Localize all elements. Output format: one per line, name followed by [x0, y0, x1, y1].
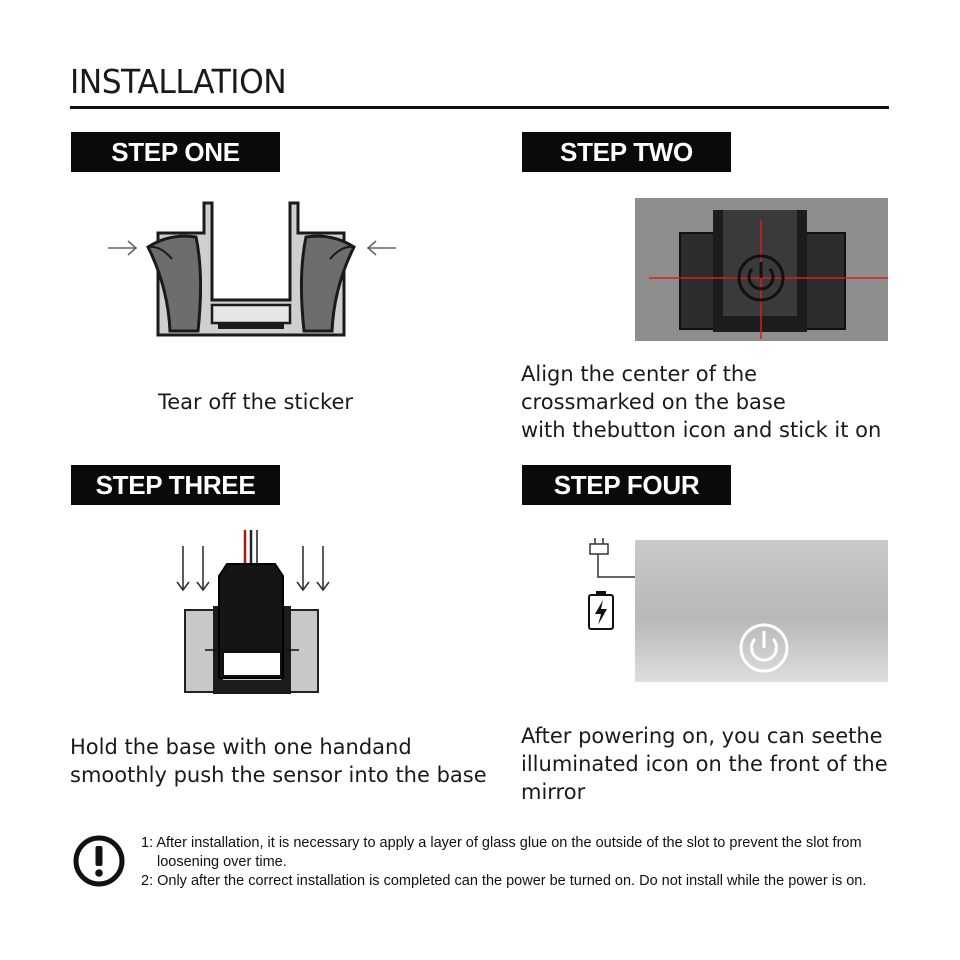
step-one-caption — [158, 388, 353, 416]
plug-icon — [590, 538, 635, 577]
caption-line: crossmarked on the base — [521, 390, 786, 414]
caption-line: Hold the base with one handand — [70, 735, 412, 759]
arrow-right-icon — [108, 241, 136, 255]
note-line: loosening over time. — [157, 854, 287, 870]
installation-notes — [141, 834, 866, 891]
arrow-left-icon — [368, 241, 396, 255]
step-one-illustration — [100, 195, 400, 345]
title-divider — [70, 106, 889, 109]
arrow-down-icon — [177, 546, 209, 590]
step-four-caption — [521, 722, 888, 806]
warning-icon — [72, 834, 126, 888]
caption-line: illuminated icon on the front of the — [521, 752, 888, 776]
caption-line: After powering on, you can seethe — [521, 724, 883, 748]
step-three-caption — [70, 733, 487, 789]
step-three-label: STEP THREE — [71, 465, 280, 505]
caption-line: smoothly push the sensor into the base — [70, 763, 487, 787]
caption-line: with thebutton icon and stick it on — [521, 418, 882, 442]
page-title: INSTALLATION — [70, 62, 287, 101]
note-line: 1: After installation, it is necessary to apply a layer of glass glue on the outside of the slot to prevent the slot from — [141, 835, 862, 851]
step-four-label: STEP FOUR — [522, 465, 731, 505]
arrow-down-icon — [297, 546, 329, 590]
caption-line: Tear off the sticker — [158, 390, 354, 414]
step-one-label: STEP ONE — [71, 132, 280, 172]
step-two-illustration — [635, 198, 888, 341]
note-line: 2: Only after the correct installation is completed can the power be turned on. Do not install while the power is on. — [141, 873, 867, 889]
step-two-caption — [521, 360, 881, 444]
step-three-illustration — [175, 528, 335, 698]
caption-line: Align the center of the — [521, 362, 758, 386]
step-four-illustration — [585, 535, 890, 685]
caption-line: mirror — [521, 780, 586, 804]
step-two-label: STEP TWO — [522, 132, 731, 172]
battery-icon — [589, 591, 613, 629]
